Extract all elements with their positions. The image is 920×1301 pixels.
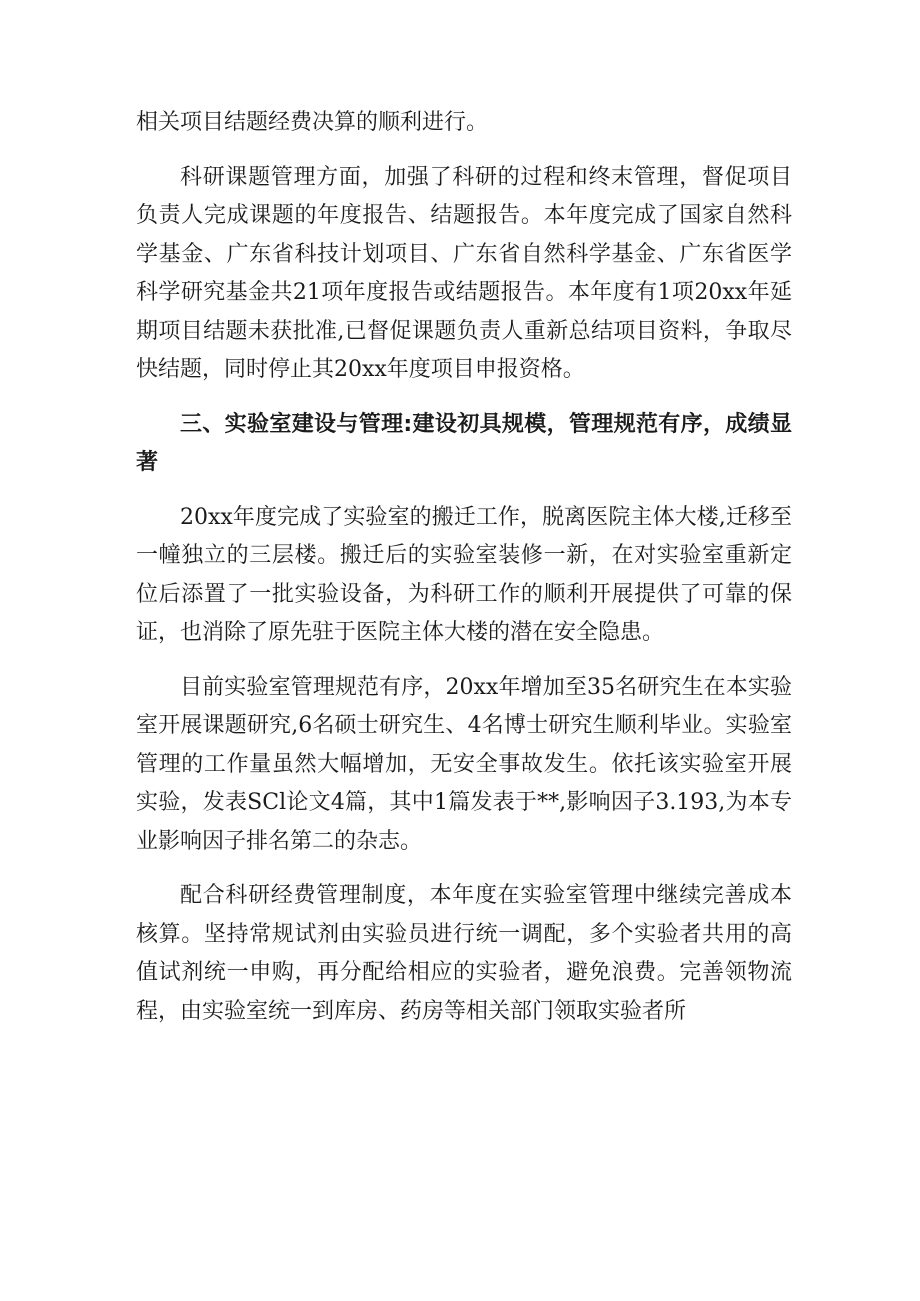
paragraph-cost-accounting: 配合科研经费管理制度，本年度在实验室管理中继续完善成本核算。坚持常规试剂由实验员进行统一调配，多个实验者共用的高值试剂统一申购，再分配给相应的实验者，避免浪费。完善领物流程，由实验室统一到库房、药房等相关部门领取实验者所 [136,883,792,1024]
paragraph-research-project-management: 科研课题管理方面，加强了科研的过程和终末管理，督促项目负责人完成课题的年度报告、结题报告。本年度完成了国家自然科学基金、广东省科技计划项目、广东省自然科学基金、广东省医学科学研究基金共21项年度报告或结题报告。本年度有1项20xx年延期项目结题未获批准,已督促课题负责人重新总结项目资料，争取尽快结题，同时停止其20xx年度项目申报资格。 [136,164,792,382]
paragraph-lab-relocation: 20xx年度完成了实验室的搬迁工作，脱离医院主体大楼,迁移至一幢独立的三层楼。搬迁后的实验室装修一新，在对实验室重新定位后添置了一批实验设备，为科研工作的顺利开展提供了可靠的保证，也消除了原先驻于医院主体大楼的潜在安全隐患。 [136,504,792,645]
section-heading-laboratory: 三、实验室建设与管理:建设初具规模，管理规范有序，成绩显著 [136,411,792,475]
paragraph-continuation: 相关项目结题经费决算的顺利进行。 [136,110,489,135]
document-body [136,104,792,1047]
paragraph-lab-management: 目前实验室管理规范有序，20xx年增加至35名研究生在本实验室开展课题研究,6名硕士研究生、4名博士研究生顺利毕业。实验室管理的工作量虽然大幅增加，无安全事故发生。依托该实验室开展实验，发表SCl论文4篇，其中1篇发表于**,影响因子3.193,为本专业影响因子排名第二的杂志。 [136,674,792,854]
